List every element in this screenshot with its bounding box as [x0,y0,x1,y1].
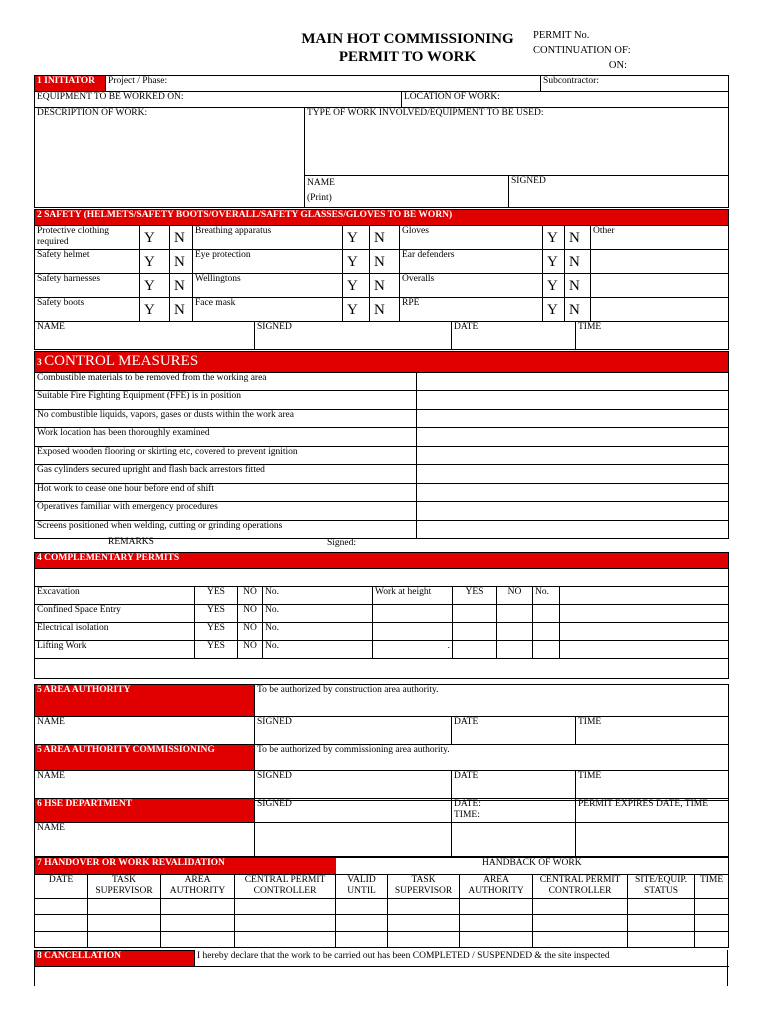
form-title [290,30,525,66]
ppe-no-box[interactable]: N [370,226,400,250]
ppe-no-box[interactable]: N [565,226,591,250]
permit-number-field[interactable]: No. [263,587,373,605]
subcontractor-field[interactable]: Subcontractor: [541,76,729,92]
commissioning-authority-text: To be authorized by commissioning area authority. [255,745,729,771]
handover-cell[interactable] [533,915,628,932]
ppe-other-field[interactable]: Other [591,226,729,250]
initiator-heading: 1 INITIATOR [35,76,106,92]
permits-blank-cell[interactable] [533,641,560,659]
section-safety [34,209,729,322]
control-measure-check[interactable] [417,521,729,539]
cancellation-heading: 8 CANCELLATION [35,951,195,967]
permits-blank-cell[interactable] [533,605,560,623]
safety-signed-field[interactable]: SIGNED [255,322,452,350]
section-complementary-permits [34,552,729,679]
hse-blank-cell[interactable] [255,823,452,857]
remarks-label: REMARKS [108,537,154,547]
initiator-name-label: NAME [307,178,335,188]
section-area-authority [34,684,729,801]
handover-column-header: AREA AUTHORITY [161,875,235,899]
permits-blank-cell[interactable]: . [373,641,453,659]
handover-heading [35,858,336,875]
ppe-yes-box[interactable]: Y [343,274,370,298]
handover-column-header: VALID UNTIL [336,875,388,899]
ppe-label: Protective clothing required [35,226,140,250]
permits-blank-cell[interactable] [497,605,533,623]
ppe-label: RPE [400,298,543,322]
permit-type-label: Confined Space Entry [35,605,195,623]
safety-heading: 2 SAFETY (HELMETS/SAFETY BOOTS/OVERALL/SAFETY GLASSES/GLOVES TO BE WORN) [35,210,729,226]
ppe-yes-box[interactable]: Y [543,250,565,274]
commissioning-time-field[interactable]: TIME [576,771,729,801]
control-measure-check[interactable] [417,391,729,410]
cancellation-text: I hereby declare that the work to be carried out has been COMPLETED / SUSPENDED & the site inspected [195,951,729,967]
handover-cell[interactable] [35,915,88,932]
permit-number-field[interactable]: No. [263,623,373,641]
handover-cell[interactable] [88,899,161,915]
permit-type-label: Electrical isolation [35,623,195,641]
section-initiator [34,75,729,208]
handover-cell[interactable] [161,915,235,932]
permit-yes-option[interactable]: YES [195,587,238,605]
work-type-field[interactable]: TYPE OF WORK INVOLVED/EQUIPMENT TO BE USED: [305,108,729,176]
equipment-field[interactable]: EQUIPMENT TO BE WORKED ON: [35,92,402,108]
remarks-signed-label: Signed: [327,538,357,548]
work-at-height-number-field[interactable]: No. [533,587,560,605]
control-measure-item: Gas cylinders secured upright and flash back arrestors fitted [35,465,417,484]
permit-yes-option[interactable]: YES [195,605,238,623]
ppe-yes-box[interactable]: Y [543,226,565,250]
hse-time-label: TIME: [454,810,480,820]
ppe-blank-cell[interactable] [591,298,729,322]
control-measures-heading [35,352,729,373]
handover-cell[interactable] [336,899,388,915]
handover-cell[interactable] [533,932,628,948]
handover-cell[interactable] [628,915,695,932]
permits-blank-cell[interactable] [533,623,560,641]
hse-name-field[interactable]: NAME [35,823,255,857]
control-measure-check[interactable] [417,502,729,521]
handover-cell[interactable] [336,915,388,932]
control-measures-title: CONTROL MEASURES [44,353,199,369]
cancellation-right-border [727,950,728,986]
handover-cell[interactable] [35,932,88,948]
permit-no-option[interactable]: NO [238,641,263,659]
permit-no-label: PERMIT No. [533,30,590,41]
permits-blank-cell[interactable] [497,623,533,641]
safety-name-field[interactable]: NAME [35,322,255,350]
on-label: ON: [608,60,627,71]
initiator-print-label: (Print) [307,193,332,203]
handover-cell[interactable] [460,915,533,932]
handover-column-header: TIME [695,875,729,899]
handover-cell[interactable] [235,915,336,932]
ppe-label: Safety helmet [35,250,140,274]
ppe-label: Breathing apparatus [193,226,343,250]
ppe-no-box[interactable]: N [170,226,193,250]
ppe-label: Safety harnesses [35,274,140,298]
work-at-height-no-option[interactable]: NO [497,587,533,605]
ppe-yes-box[interactable]: Y [543,298,565,322]
control-measure-check[interactable] [417,465,729,484]
description-field[interactable]: DESCRIPTION OF WORK: [35,108,305,208]
ppe-no-box[interactable]: N [370,250,400,274]
ppe-label: Ear defenders [400,250,543,274]
permits-blank-cell[interactable] [497,641,533,659]
handover-row [35,932,729,948]
ppe-yes-box[interactable]: Y [343,298,370,322]
control-measure-check[interactable] [417,373,729,391]
handover-cell[interactable] [235,932,336,948]
area-authority-name-field[interactable]: NAME [35,717,255,745]
control-measure-check[interactable] [417,410,729,428]
handover-column-header: DATE [35,875,88,899]
permit-yes-option[interactable]: YES [195,623,238,641]
handover-column-header: AREA AUTHORITY [460,875,533,899]
handover-heading-label: 7 HANDOVER OR WORK REVALIDATION [37,858,225,868]
ppe-no-box[interactable]: N [370,274,400,298]
handover-cell[interactable] [628,932,695,948]
permits-blank-row[interactable] [35,569,729,587]
title-line-1: MAIN HOT COMMISSIONING [301,31,514,47]
project-field[interactable]: Project / Phase: [106,76,541,92]
hse-blank-cell[interactable] [576,823,729,857]
commissioning-date-field[interactable]: DATE [452,771,576,801]
control-measure-item: No combustible liquids, vapors, gases or dusts within the work area [35,410,417,428]
area-authority-text: To be authorized by construction area authority. [255,685,729,717]
area-authority-heading: 5 AREA AUTHORITY [35,685,255,717]
handover-cell[interactable] [388,932,460,948]
permit-no-option[interactable]: NO [238,587,263,605]
ppe-yes-box[interactable]: Y [543,274,565,298]
initiator-signed-field[interactable]: SIGNED [509,176,729,208]
commissioning-signed-field[interactable]: SIGNED [255,771,452,801]
handover-cell[interactable] [235,899,336,915]
handover-column-header: CENTRAL PERMIT CONTROLLER [235,875,336,899]
control-measure-item: Work location has been thoroughly examined [35,428,417,447]
ppe-label: Face mask [193,298,343,322]
handback-label: HANDBACK OF WORK [336,858,729,875]
title-line-2: PERMIT TO WORK [338,49,477,65]
ppe-label: Wellingtons [193,274,343,298]
control-measure-item: Screens positioned when welding, cutting or grinding operations [35,521,417,539]
permits-blank-cell[interactable] [453,605,497,623]
permit-type-label: Lifting Work [35,641,195,659]
section-cancellation [34,950,729,967]
ppe-label: Safety boots [35,298,140,322]
ppe-yes-box[interactable]: Y [140,274,170,298]
hse-date-time-field[interactable] [452,799,576,823]
control-measure-item: Exposed wooden flooring or skirting etc, covered to prevent ignition [35,447,417,465]
ppe-yes-box[interactable]: Y [343,226,370,250]
handover-column-header: SITE/EQUIP. STATUS [628,875,695,899]
safety-signoff [34,321,729,350]
permits-blank-cell[interactable] [560,641,729,659]
control-measures-number: 3 [37,358,42,368]
ppe-no-box[interactable]: N [170,250,193,274]
ppe-no-box[interactable]: N [170,298,193,322]
permit-number-field[interactable]: No. [263,641,373,659]
complementary-permits-heading: 4 COMPLEMENTARY PERMITS [35,553,729,569]
ppe-no-box[interactable]: N [565,298,591,322]
permits-blank-cell[interactable] [373,623,453,641]
permit-type-label: Excavation [35,587,195,605]
work-at-height-label: Work at height [373,587,453,605]
permits-blank-cell[interactable] [560,623,729,641]
section-control-measures [34,351,729,539]
handover-cell[interactable] [460,899,533,915]
handover-cell[interactable] [161,899,235,915]
ppe-label: Eye protection [193,250,343,274]
handover-cell[interactable] [388,899,460,915]
area-authority-date-field[interactable]: DATE [452,717,576,745]
handover-cell[interactable] [460,932,533,948]
permits-blank-cell[interactable] [453,641,497,659]
ppe-label: Gloves [400,226,543,250]
cancellation-left-border [34,966,35,986]
safety-date-field[interactable]: DATE [452,322,576,350]
ppe-blank-cell[interactable] [591,274,729,298]
commissioning-name-field[interactable]: NAME [35,771,255,801]
control-measure-item: Combustible materials to be removed from the working area [35,373,417,391]
control-measure-item: Operatives familiar with emergency procedures [35,502,417,521]
area-authority-time-field[interactable]: TIME [576,717,729,745]
handover-cell[interactable] [695,915,729,932]
handover-cell[interactable] [35,899,88,915]
permits-blank-cell[interactable] [560,587,729,605]
permits-blank-row[interactable] [35,659,729,679]
control-measure-item: Hot work to cease one hour before end of shift [35,484,417,502]
handover-cell[interactable] [695,932,729,948]
ppe-yes-box[interactable]: Y [140,250,170,274]
ppe-yes-box[interactable]: Y [343,250,370,274]
permit-expires-field[interactable]: PERMIT EXPIRES DATE, TIME [576,799,729,823]
ppe-blank-cell[interactable] [591,250,729,274]
handover-cell[interactable] [533,899,628,915]
handover-cell[interactable] [161,932,235,948]
handover-cell[interactable] [388,915,460,932]
handover-column-header: TASK SUPERVISOR [88,875,161,899]
hse-signed-field[interactable]: SIGNED [255,799,452,823]
ppe-no-box[interactable]: N [565,250,591,274]
control-measure-item: Suitable Fire Fighting Equipment (FFE) is in position [35,391,417,410]
handover-cell[interactable] [695,899,729,915]
handover-row [35,899,729,915]
handover-row [35,915,729,932]
ppe-no-box[interactable]: N [370,298,400,322]
ppe-label: Overalls [400,274,543,298]
ppe-no-box[interactable]: N [565,274,591,298]
section-handover [34,857,729,948]
permit-meta [533,28,633,73]
handover-cell[interactable] [88,932,161,948]
ppe-no-box[interactable]: N [170,274,193,298]
handover-column-header: CENTRAL PERMIT CONTROLLER [533,875,628,899]
handover-cell[interactable] [88,915,161,932]
commissioning-authority-heading: 5 AREA AUTHORITY COMMISSIONING [35,745,255,771]
permits-blank-cell[interactable] [373,605,453,623]
hse-date-label: DATE: [454,799,481,809]
ppe-yes-box[interactable]: Y [140,226,170,250]
handover-cell[interactable] [628,899,695,915]
permit-yes-option[interactable]: YES [195,641,238,659]
hse-heading: 6 HSE DEPARTMENT [35,799,255,823]
handover-cell[interactable] [336,932,388,948]
section-hse [34,798,729,857]
permits-blank-cell[interactable] [560,605,729,623]
work-at-height-yes-option[interactable]: YES [453,587,497,605]
control-measure-check[interactable] [417,428,729,447]
control-measure-check[interactable] [417,447,729,465]
area-authority-signed-field[interactable]: SIGNED [255,717,452,745]
initiator-name-field[interactable] [305,176,509,208]
safety-time-field[interactable]: TIME [576,322,729,350]
handover-column-header: TASK SUPERVISOR [388,875,460,899]
permit-no-option[interactable]: NO [238,605,263,623]
control-measure-check[interactable] [417,484,729,502]
location-field[interactable]: LOCATION OF WORK: [402,92,729,108]
hse-blank-cell[interactable] [452,823,576,857]
continuation-label: CONTINUATION OF: [533,45,631,56]
permits-blank-cell[interactable] [453,623,497,641]
ppe-yes-box[interactable]: Y [140,298,170,322]
permit-no-option[interactable]: NO [238,623,263,641]
permit-number-field[interactable]: No. [263,605,373,623]
